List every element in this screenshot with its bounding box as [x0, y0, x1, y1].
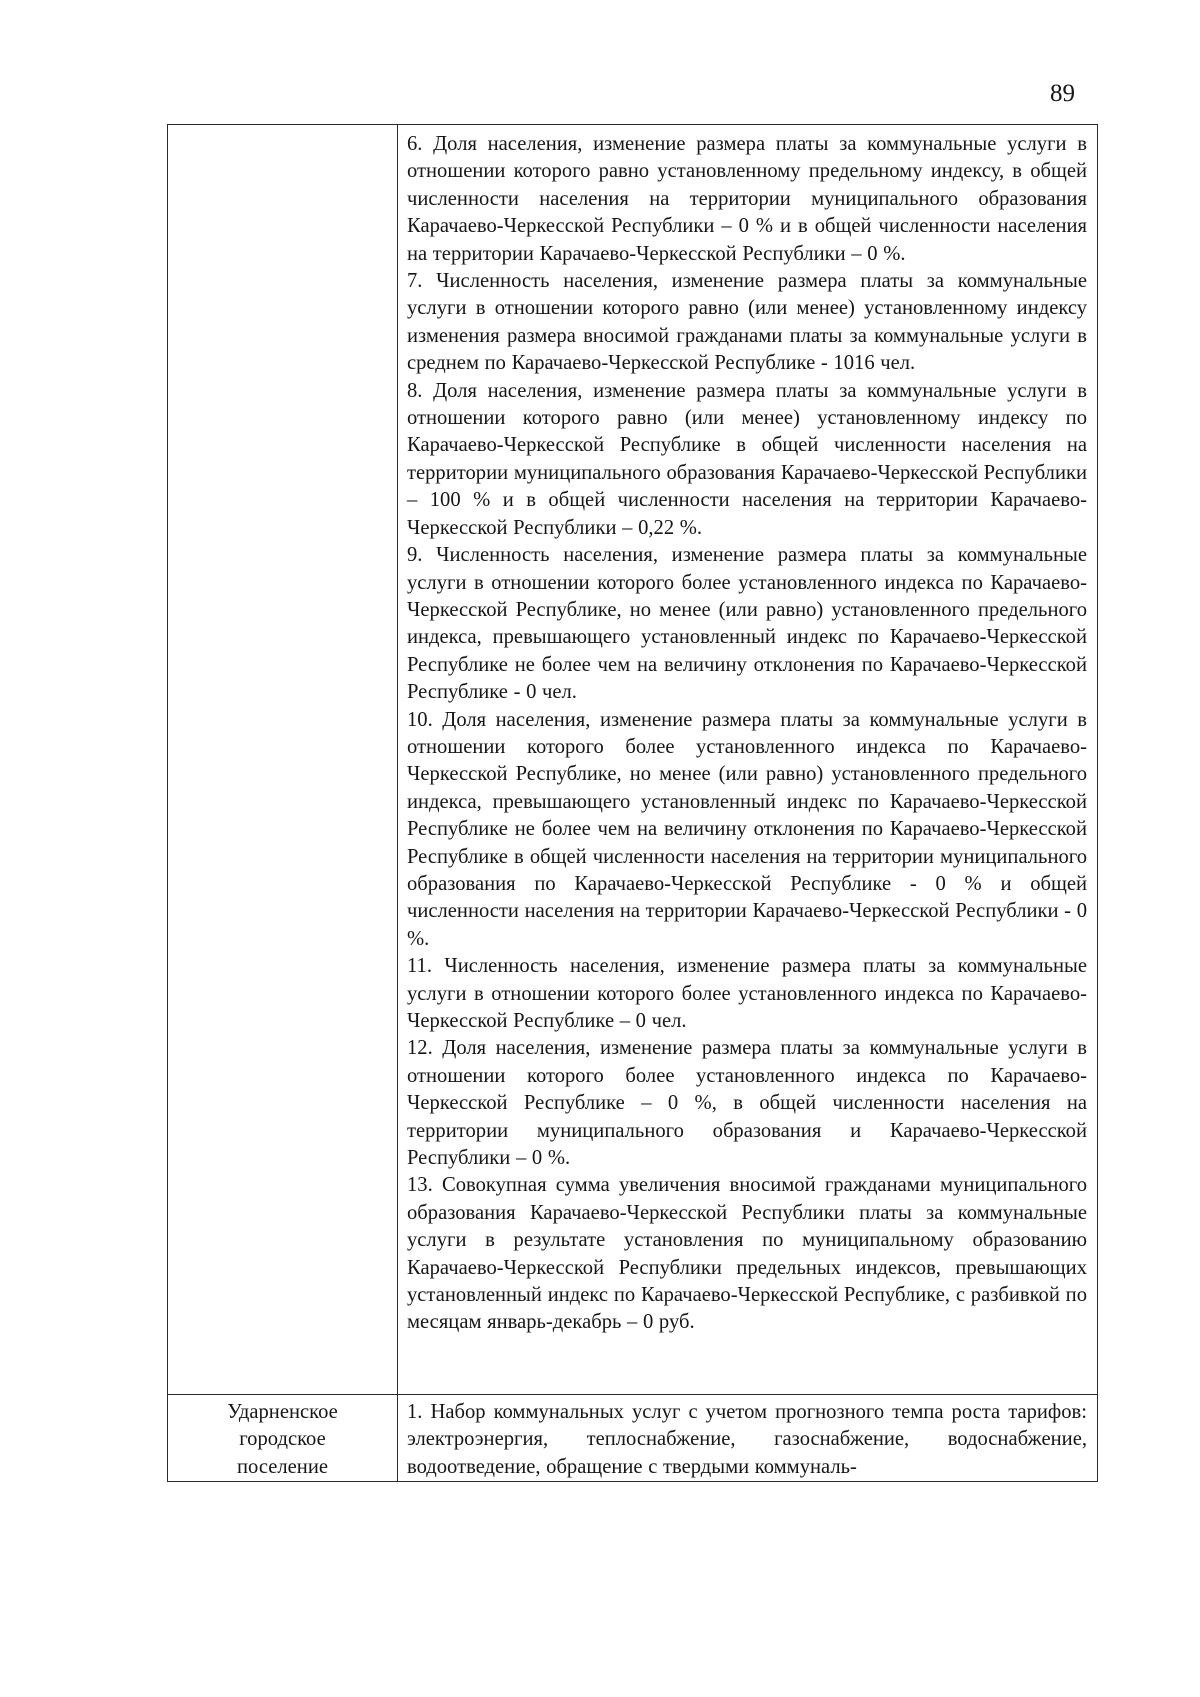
services-cell	[398, 1395, 1098, 1482]
municipality-cell-empty	[168, 125, 398, 1395]
indicator-paragraph-8: 8. Доля населения, изменение размера платы за коммунальные услуги в отношении которого равно (или менее) установленному индексу по Карачаево-Черкесской Республике в общей численности населения на территории муниципального образования Карачаево-Черкесской Республики – 100 % и в общей численности населения на территории Карачаево-Черкесской Республики – 0,22 %.	[407, 379, 1087, 539]
indicator-paragraph-7: 7. Численность населения, изменение размера платы за коммунальные услуги в отношении которого равно (или менее) установленному индексу изменения размера вносимой гражданами платы за коммунальные услуги в среднем по Карачаево-Черкесской Республике - 1016 чел.	[407, 270, 1087, 375]
indicator-paragraph-11: 11. Численность населения, изменение размера платы за коммунальные услуги в отношении которого более установленного индекса по Карачаево-Черкесской Республике – 0 чел.	[407, 955, 1087, 1032]
municipality-name-line: городское	[239, 1428, 326, 1451]
indicator-paragraph-9: 9. Численность населения, изменение размера платы за коммунальные услуги в отношении которого более установленного индекса по Карачаево-Черкесской Республике, но менее (или равно) установленного предельного индекса, превышающего установленный индекс по Карачаево-Черкесской Республике не более чем на величину отклонения по Карачаево-Черкесской Республике - 0 чел.	[407, 544, 1087, 704]
municipality-name-line: Ударненское	[227, 1401, 338, 1423]
indicator-paragraph-6: 6. Доля населения, изменение размера платы за коммунальные услуги в отношении которого равно установленному предельному индексу, в общей численности населения на территории муниципального образования Карачаево-Черкесской Республики – 0 % и в общей численности населения на территории Карачаево-Черкесской Республики – 0 %.	[407, 133, 1087, 265]
table-row	[168, 1395, 1098, 1482]
indicators-table	[167, 124, 1098, 1482]
table-row	[168, 125, 1098, 1395]
municipality-name-line: поселение	[237, 1455, 328, 1478]
indicator-paragraph-13: 13. Совокупная сумма увеличения вносимой гражданами муниципального образования Карачаево-Черкесской Республики платы за коммунальные услуги в результате установления по муниципальному образованию Карачаево-Черкесской Республики предельных индексов, превышающих установленный индекс по Карачаево-Черкесской Республике, с разбивкой по месяцам январь-декабрь – 0 руб.	[407, 1174, 1087, 1334]
municipality-name-cell	[168, 1395, 398, 1482]
indicator-paragraph-10: 10. Доля населения, изменение размера платы за коммунальные услуги в отношении которого более установленного индекса по Карачаево-Черкесской Республике, но менее (или равно) установленного предельного индекса, превышающего установленный индекс по Карачаево-Черкесской Республике не более чем на величину отклонения по Карачаево-Черкесской Республике в общей численности населения на территории муниципального образования по Карачаево-Черкесской Республике - 0 % и общей численности населения на территории Карачаево-Черкесской Республики - 0 %.	[407, 708, 1087, 950]
services-paragraph: 1. Набор коммунальных услуг с учетом прогнозного темпа роста тарифов: электроэнергия, теплоснабжение, газоснабжение, водоснабжение, водоотведение, обращение с твердыми коммуналь-	[407, 1401, 1087, 1478]
indicator-paragraph-12: 12. Доля населения, изменение размера платы за коммунальные услуги в отношении которого более установленного индекса по Карачаево-Черкесской Республике – 0 %, в общей численности населения на территории муниципального образования и Карачаево-Черкесской Республики – 0 %.	[407, 1037, 1087, 1170]
indicators-cell	[398, 125, 1098, 1395]
page-number: 89	[1050, 80, 1075, 107]
